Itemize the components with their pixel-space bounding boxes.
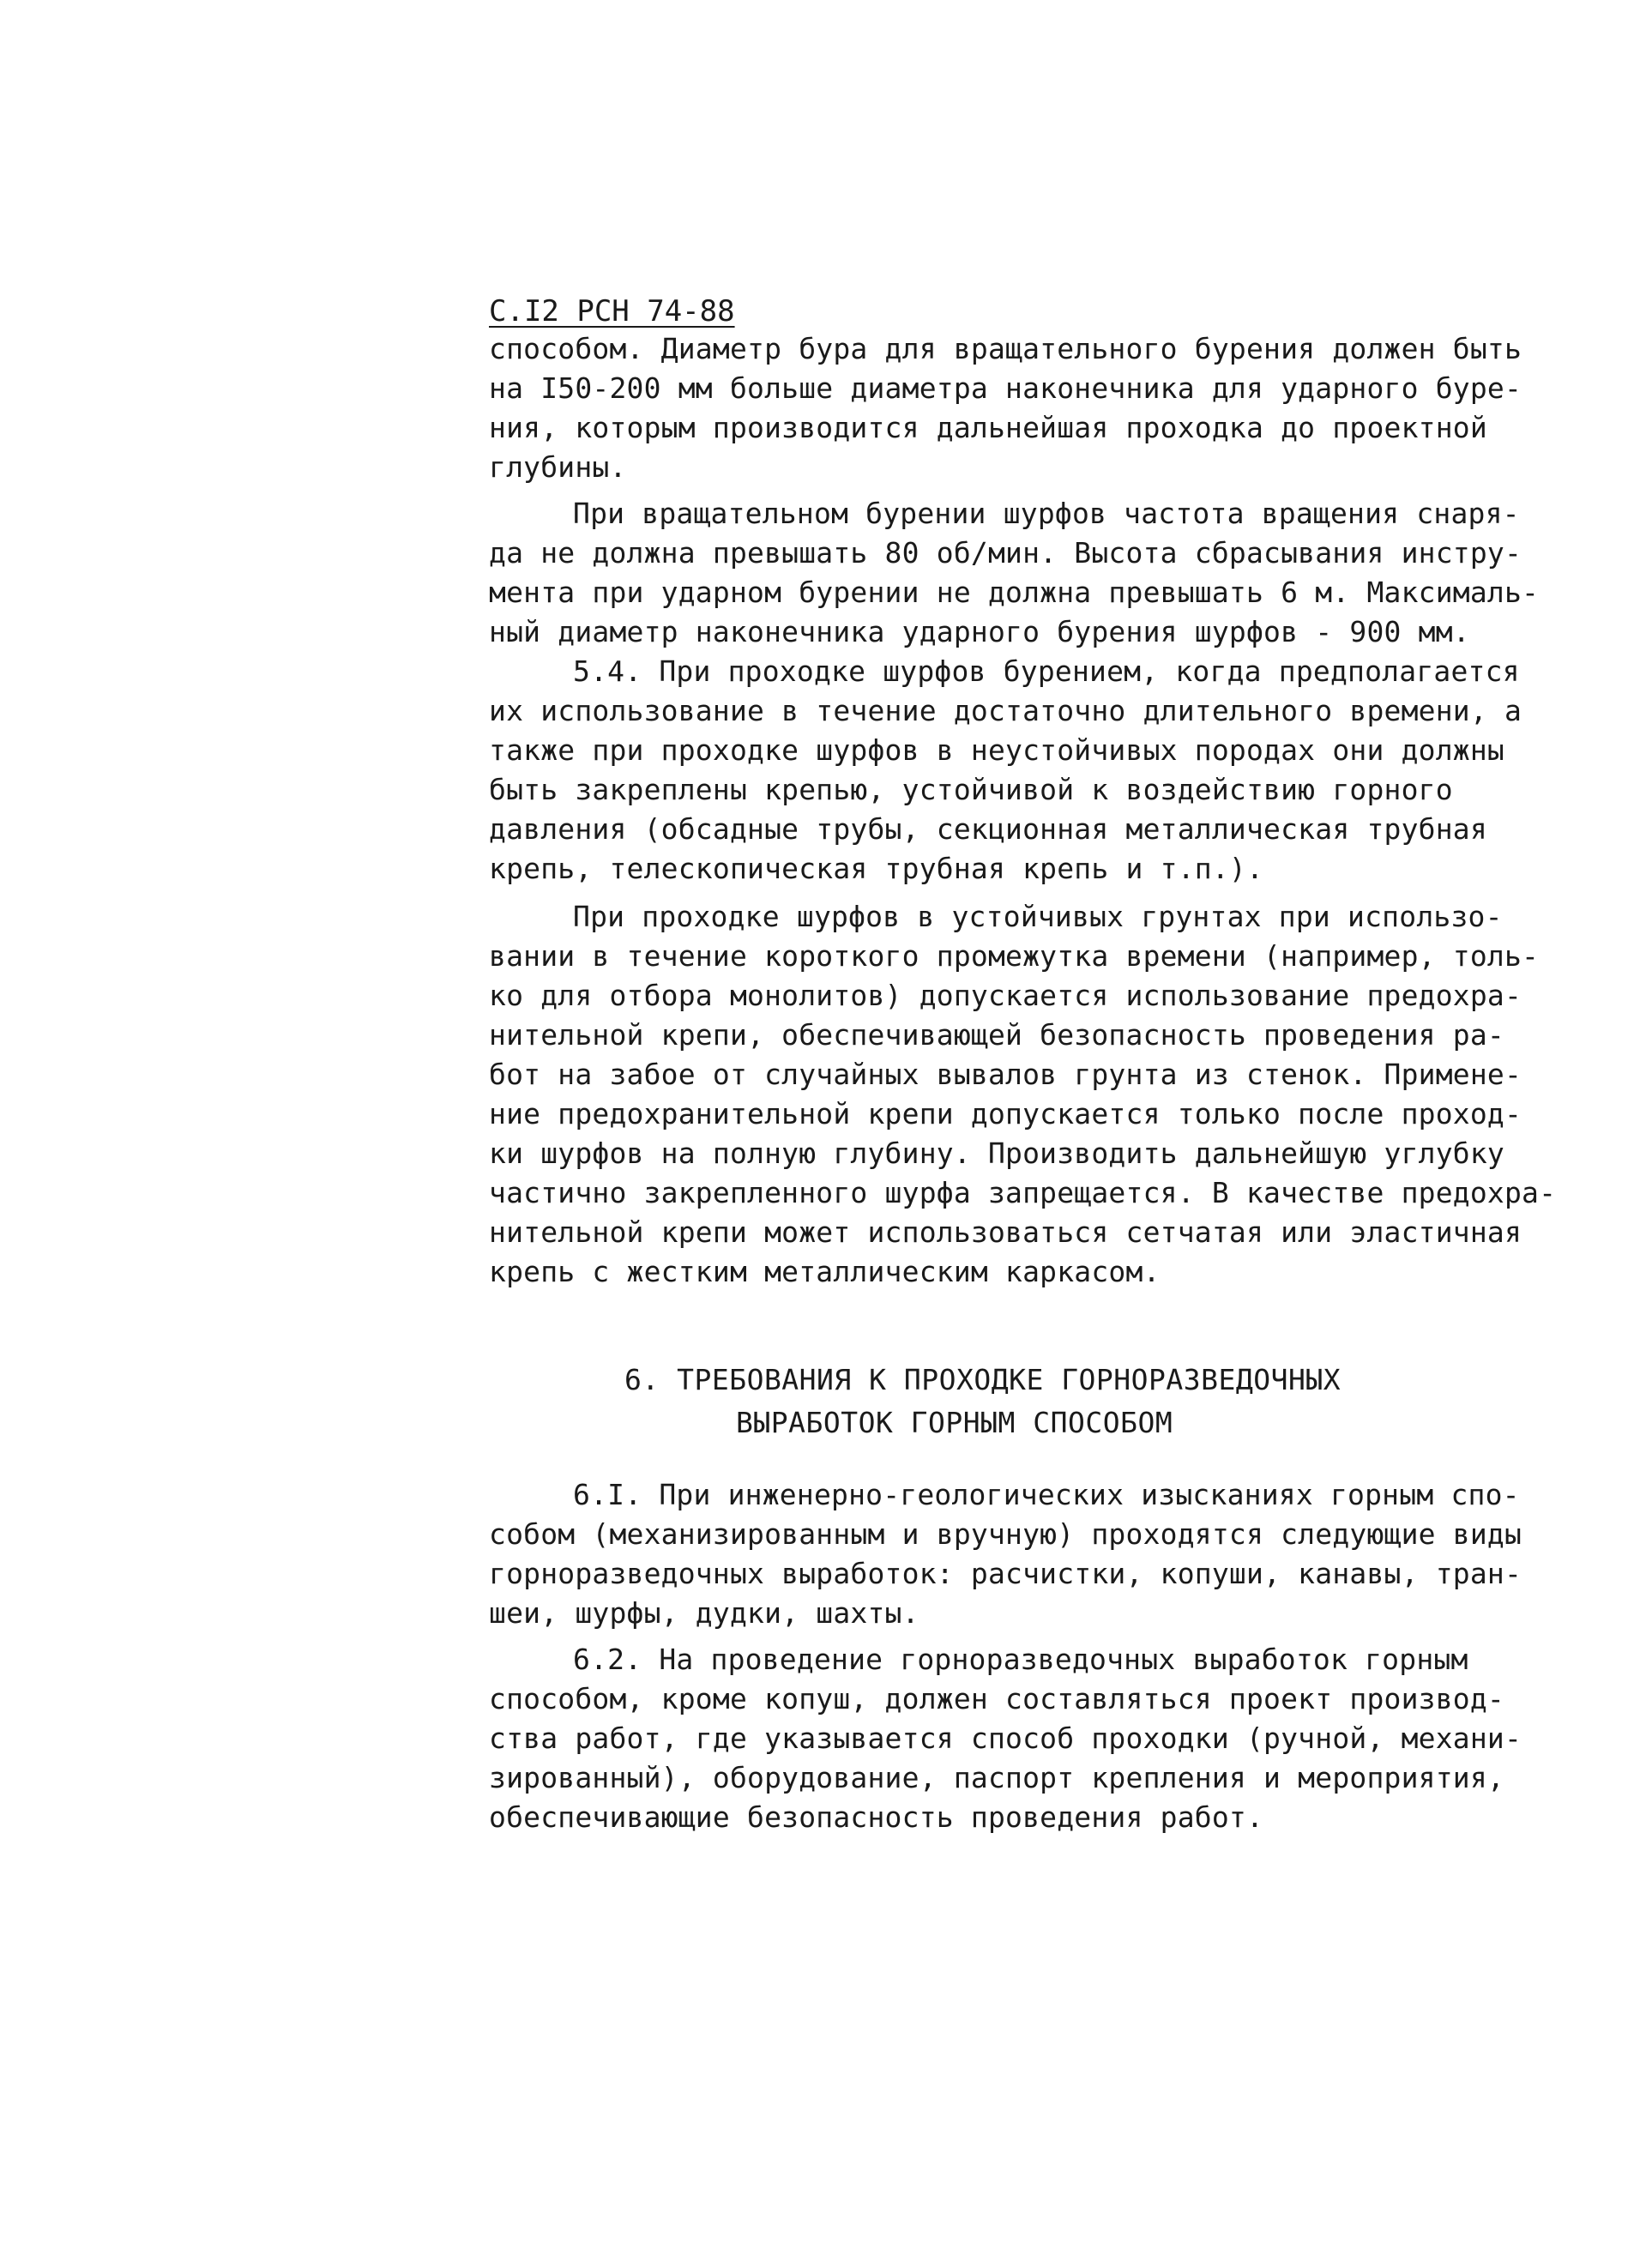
text-line: При проходке шурфов в устойчивых грунтах при использо-	[573, 900, 1503, 933]
text-line: ния, которым производится дальнейшая проходка до проектной	[489, 411, 1487, 444]
text-line: ки шурфов на полную глубину. Производить дальнейшую углубку	[489, 1137, 1504, 1170]
text-line: ние предохранительной крепи допускается только после проход-	[489, 1097, 1522, 1130]
text-line: нительной крепи, обеспечивающей безопасность проведения ра-	[489, 1018, 1504, 1052]
section-heading-line-1: 6. ТРЕБОВАНИЯ К ПРОХОДКЕ ГОРНОРАЗВЕДОЧНЫХ	[624, 1363, 1341, 1396]
text-line: на I50-200 мм больше диаметра наконечника для ударного буре-	[489, 371, 1522, 405]
text-line: быть закреплены крепью, устойчивой к воздействию горного	[489, 773, 1453, 806]
text-line: 6.I. При инженерно-геологических изысканиях горным спо-	[573, 1478, 1520, 1511]
text-line: давления (обсадные трубы, секционная металлическая трубная	[489, 812, 1487, 846]
section-heading-line-2: ВЫРАБОТОК ГОРНЫМ СПОСОБОМ	[736, 1406, 1173, 1439]
text-line: бот на забое от случайных вывалов грунта из стенок. Примене-	[489, 1058, 1522, 1091]
text-line: мента при ударном бурении не должна превышать 6 м. Максималь-	[489, 576, 1540, 609]
text-line: обеспечивающие безопасность проведения работ.	[489, 1800, 1264, 1834]
text-line: ства работ, где указывается способ проходки (ручной, механи-	[489, 1721, 1522, 1755]
text-line: горноразведочных выработок: расчистки, копуши, канавы, тран-	[489, 1557, 1522, 1590]
text-line: 5.4. При проходке шурфов бурением, когда предполагается	[573, 654, 1520, 688]
text-line: При вращательном бурении шурфов частота вращения снаря-	[573, 497, 1520, 530]
text-line: шеи, шурфы, дудки, шахты.	[489, 1596, 919, 1630]
text-line: да не должна превышать 80 об/мин. Высота сбрасывания инстру-	[489, 536, 1522, 570]
text-line: 6.2. На проведение горноразведочных выработок горным	[573, 1643, 1468, 1676]
text-line: нительной крепи может использоваться сетчатая или эластичная	[489, 1215, 1522, 1249]
text-line: глубины.	[489, 450, 627, 484]
text-line: зированный), оборудование, паспорт крепления и мероприятия,	[489, 1761, 1504, 1794]
text-line: также при проходке шурфов в неустойчивых породах они должны	[489, 733, 1504, 767]
page-header: С.I2 РСН 74-88	[489, 294, 735, 329]
text-line: собом (механизированным и вручную) проходятся следующие виды	[489, 1517, 1522, 1551]
text-line: ный диаметр наконечника ударного бурения шурфов - 900 мм.	[489, 615, 1470, 648]
text-line: способом, кроме копуш, должен составляться проект производ-	[489, 1682, 1504, 1715]
text-line: их использование в течение достаточно длительного времени, а	[489, 694, 1522, 727]
text-line: способом. Диаметр бура для вращательного бурения должен быть	[489, 332, 1522, 365]
text-line: частично закрепленного шурфа запрещается. В качестве предохра-	[489, 1176, 1557, 1209]
text-line: вании в течение короткого промежутка времени (например, толь-	[489, 939, 1540, 973]
text-line: крепь, телескопическая трубная крепь и т.п.).	[489, 852, 1264, 885]
text-line: ко для отбора монолитов) допускается использование предохра-	[489, 979, 1522, 1012]
text-line: крепь с жестким металлическим каркасом.	[489, 1255, 1161, 1288]
